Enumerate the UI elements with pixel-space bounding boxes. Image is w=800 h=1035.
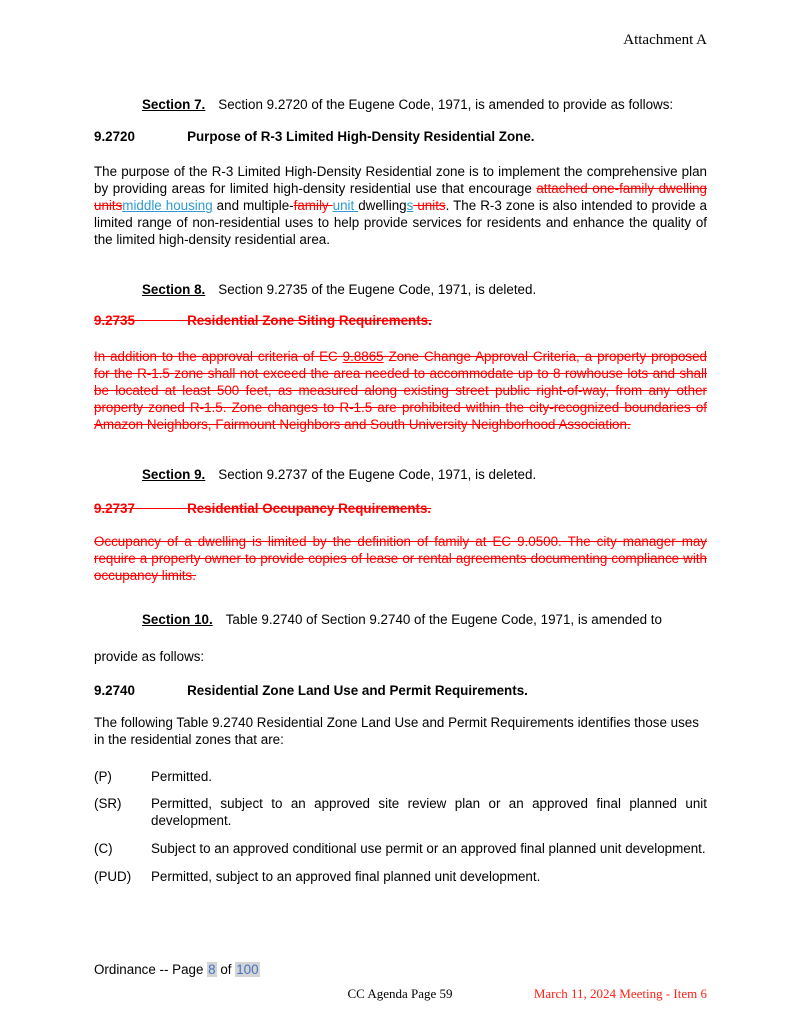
deleted-text: units bbox=[413, 198, 446, 213]
heading-9-2740 bbox=[94, 682, 707, 699]
inserted-text: middle housing bbox=[122, 198, 213, 213]
heading-9-2720 bbox=[94, 128, 707, 145]
heading-title-9-2735: Residential Zone Siting Requirements. bbox=[187, 313, 432, 328]
heading-title-9-2720: Purpose of R-3 Limited High-Density Residential Zone. bbox=[187, 129, 535, 144]
legend-desc-sr: Permitted, subject to an approved site review plan or an approved final planned unit development. bbox=[151, 796, 707, 828]
section-7-label: Section 7. bbox=[142, 97, 206, 112]
code-number-9-2737: 9.2737 bbox=[94, 501, 135, 516]
deleted-paragraph-9-2735 bbox=[94, 348, 707, 433]
attachment-label: Attachment A bbox=[623, 32, 707, 48]
legend-row-c bbox=[94, 840, 707, 857]
heading-tab bbox=[135, 501, 187, 516]
section-9-label: Section 9. bbox=[142, 467, 206, 482]
cc-agenda-label: CC Agenda Page 59 bbox=[347, 986, 453, 1001]
deleted-code-reference: 9.8865 bbox=[342, 349, 384, 364]
body-text: dwelling bbox=[358, 198, 407, 213]
deleted-text: In addition to the approval criteria of EC bbox=[94, 349, 343, 364]
legend-key-c: (C) bbox=[94, 841, 113, 856]
body-text: The purpose of the R-3 Limited High-Density Residential zone is to implement the comprehensive plan by providing areas for limited high-density residential use that encourage bbox=[94, 164, 707, 196]
section-8-line bbox=[94, 281, 707, 298]
section-10-text-continued: provide as follows: bbox=[94, 649, 205, 664]
section-8-text: Section 9.2735 of the Eugene Code, 1971, is deleted. bbox=[218, 282, 537, 297]
legend-desc-c: Subject to an approved conditional use permit or an approved final planned unit development. bbox=[151, 841, 706, 856]
legend-row-p bbox=[94, 768, 707, 785]
body-text: . The R-3 zone is also intended to provide a limited range of non-residential uses to help provide services for residents and enhance the quality of the limited high-density residential area. bbox=[94, 198, 708, 247]
page-total-field: 100 bbox=[236, 962, 259, 977]
legend-desc-pud: Permitted, subject to an approved final planned unit development. bbox=[151, 869, 541, 884]
section-9-line bbox=[94, 466, 707, 483]
section-10-text: Table 9.2740 of Section 9.2740 of the Eugene Code, 1971, is amended to bbox=[225, 612, 662, 627]
legend-key-p: (P) bbox=[94, 769, 112, 784]
section-7-text: Section 9.2720 of the Eugene Code, 1971, is amended to provide as follows: bbox=[218, 97, 674, 112]
heading-tab bbox=[135, 129, 187, 144]
heading-title-9-2737: Residential Occupancy Requirements. bbox=[187, 501, 432, 516]
heading-title-9-2740: Residential Zone Land Use and Permit Requirements. bbox=[187, 683, 528, 698]
section-8-label: Section 8. bbox=[142, 282, 206, 297]
deleted-paragraph-9-2737 bbox=[94, 533, 707, 584]
cc-footer bbox=[0, 986, 800, 1006]
heading-tab bbox=[135, 313, 187, 328]
deleted-text: family bbox=[293, 198, 333, 213]
section-10-line bbox=[94, 611, 707, 628]
legend-key-sr: (SR) bbox=[94, 796, 122, 811]
heading-9-2737-deleted bbox=[94, 500, 707, 517]
table-intro-paragraph: The following Table 9.2740 Residential Zone Land Use and Permit Requirements identifies those uses in the residential zones that are: bbox=[94, 715, 699, 747]
meeting-item-label: March 11, 2024 Meeting - Item 6 bbox=[533, 986, 707, 1001]
code-number-9-2740: 9.2740 bbox=[94, 683, 135, 698]
body-text: and multiple- bbox=[212, 198, 294, 213]
section-10-label: Section 10. bbox=[142, 612, 213, 627]
purpose-paragraph bbox=[94, 163, 707, 248]
inserted-text: unit bbox=[332, 198, 359, 213]
deleted-text: Zone Change Approval Criteria, a property proposed for the R-1.5 zone shall not exceed the area needed to accommodate up to 8 rowhouse lots and shall be located at least 500 feet, as measured along existing street public right-of-way, from any other property zoned R-1.5. Zone changes to R-1.5 are prohibited within the city-recognized boundaries of Amazon Neighbors, Fairmount Neighbors and South University Neighborhood Association. bbox=[94, 349, 707, 432]
legend-row-pud bbox=[94, 868, 707, 885]
code-number-9-2735: 9.2735 bbox=[94, 313, 135, 328]
ordinance-prefix: Ordinance -- Page bbox=[94, 962, 208, 977]
heading-tab bbox=[135, 683, 187, 698]
ordinance-of: of bbox=[216, 962, 236, 977]
code-number-9-2720: 9.2720 bbox=[94, 129, 135, 144]
ordinance-page-line bbox=[94, 961, 260, 978]
legend-key-pud: (PUD) bbox=[94, 869, 132, 884]
legend-desc-p: Permitted. bbox=[151, 769, 213, 784]
deleted-text: Occupancy of a dwelling is limited by the definition of family at EC 9.0500. The city manager may require a property owner to provide copies of lease or rental agreements documenting compliance with occupancy limits. bbox=[94, 534, 707, 583]
heading-9-2735-deleted bbox=[94, 312, 707, 329]
section-7-line bbox=[94, 96, 707, 113]
inserted-text: s bbox=[406, 198, 414, 213]
section-9-text: Section 9.2737 of the Eugene Code, 1971, is deleted. bbox=[218, 467, 537, 482]
deleted-text: attached one-family dwelling units bbox=[94, 181, 707, 213]
page-number-field: 8 bbox=[208, 962, 216, 977]
legend-row-sr bbox=[94, 795, 707, 829]
